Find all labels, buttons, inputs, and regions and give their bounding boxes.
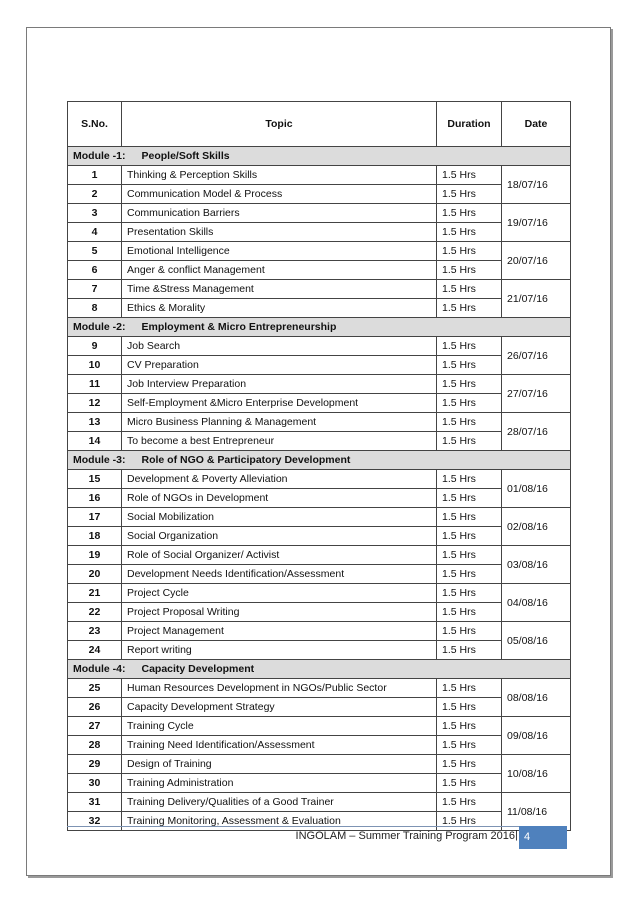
cell-sno: 7 (68, 280, 122, 299)
module-title: People/Soft Skills (141, 150, 230, 162)
module-title: Capacity Development (141, 663, 255, 675)
cell-duration: 1.5 Hrs (437, 812, 502, 831)
table-row (68, 185, 571, 204)
table-row (68, 489, 571, 508)
table-header-row (68, 102, 571, 147)
table-row (68, 717, 571, 736)
cell-duration: 1.5 Hrs (437, 394, 502, 413)
header-sno: S.No. (68, 102, 122, 147)
cell-date: 08/08/16 (502, 679, 571, 717)
cell-duration: 1.5 Hrs (437, 375, 502, 394)
cell-topic: Emotional Intelligence (122, 242, 437, 261)
table-row (68, 793, 571, 812)
module-label: Module -4: (73, 663, 126, 675)
cell-sno: 11 (68, 375, 122, 394)
cell-topic: Role of NGOs in Development (122, 489, 437, 508)
cell-sno: 6 (68, 261, 122, 280)
cell-sno: 10 (68, 356, 122, 375)
header-topic: Topic (122, 102, 437, 147)
cell-sno: 22 (68, 603, 122, 622)
table-row (68, 394, 571, 413)
cell-duration: 1.5 Hrs (437, 166, 502, 185)
module-label: Module -3: (73, 454, 126, 466)
cell-duration: 1.5 Hrs (437, 185, 502, 204)
cell-sno: 16 (68, 489, 122, 508)
cell-topic: Development & Poverty Alleviation (122, 470, 437, 489)
cell-sno: 24 (68, 641, 122, 660)
cell-sno: 12 (68, 394, 122, 413)
table-row (68, 622, 571, 641)
page-number: 4 (519, 826, 567, 849)
cell-date: 21/07/16 (502, 280, 571, 318)
cell-duration: 1.5 Hrs (437, 622, 502, 641)
module-heading (68, 147, 571, 166)
table-row (68, 565, 571, 584)
cell-duration: 1.5 Hrs (437, 698, 502, 717)
cell-duration: 1.5 Hrs (437, 736, 502, 755)
cell-sno: 13 (68, 413, 122, 432)
table-row (68, 356, 571, 375)
cell-topic: Communication Model & Process (122, 185, 437, 204)
table-row (68, 736, 571, 755)
cell-topic: Job Interview Preparation (122, 375, 437, 394)
module-heading (68, 451, 571, 470)
cell-topic: Self-Employment &Micro Enterprise Development (122, 394, 437, 413)
cell-sno: 26 (68, 698, 122, 717)
cell-sno: 29 (68, 755, 122, 774)
cell-sno: 8 (68, 299, 122, 318)
table-row (68, 375, 571, 394)
cell-date: 03/08/16 (502, 546, 571, 584)
cell-date: 20/07/16 (502, 242, 571, 280)
module-row (68, 147, 571, 166)
cell-sno: 4 (68, 223, 122, 242)
table-row (68, 261, 571, 280)
cell-topic: To become a best Entrepreneur (122, 432, 437, 451)
table-row (68, 413, 571, 432)
cell-date: 18/07/16 (502, 166, 571, 204)
cell-sno: 1 (68, 166, 122, 185)
cell-topic: Development Needs Identification/Assessment (122, 565, 437, 584)
cell-date: 27/07/16 (502, 375, 571, 413)
cell-topic: Social Mobilization (122, 508, 437, 527)
cell-topic: Anger & conflict Management (122, 261, 437, 280)
cell-topic: CV Preparation (122, 356, 437, 375)
cell-duration: 1.5 Hrs (437, 261, 502, 280)
module-title: Employment & Micro Entrepreneurship (141, 321, 337, 333)
cell-date: 05/08/16 (502, 622, 571, 660)
cell-sno: 28 (68, 736, 122, 755)
cell-date: 28/07/16 (502, 413, 571, 451)
table-row (68, 242, 571, 261)
cell-sno: 30 (68, 774, 122, 793)
cell-duration: 1.5 Hrs (437, 584, 502, 603)
cell-topic: Project Proposal Writing (122, 603, 437, 622)
table-row (68, 603, 571, 622)
table-row (68, 527, 571, 546)
cell-date: 09/08/16 (502, 717, 571, 755)
cell-sno: 14 (68, 432, 122, 451)
cell-duration: 1.5 Hrs (437, 432, 502, 451)
module-row (68, 318, 571, 337)
table-row (68, 470, 571, 489)
cell-date: 11/08/16 (502, 793, 571, 831)
footer-title: INGOLAM – Summer Training Program 2016 (295, 830, 515, 842)
cell-topic: Communication Barriers (122, 204, 437, 223)
cell-topic: Design of Training (122, 755, 437, 774)
cell-topic: Training Administration (122, 774, 437, 793)
cell-topic: Human Resources Development in NGOs/Public Sector (122, 679, 437, 698)
cell-topic: Project Management (122, 622, 437, 641)
training-schedule-table (67, 101, 571, 831)
cell-date: 04/08/16 (502, 584, 571, 622)
table-row (68, 812, 571, 831)
footer-separator: | (515, 829, 518, 841)
cell-duration: 1.5 Hrs (437, 204, 502, 223)
cell-date: 01/08/16 (502, 470, 571, 508)
cell-topic: Time &Stress Management (122, 280, 437, 299)
cell-date: 10/08/16 (502, 755, 571, 793)
cell-sno: 5 (68, 242, 122, 261)
table-row (68, 166, 571, 185)
cell-date: 19/07/16 (502, 204, 571, 242)
cell-duration: 1.5 Hrs (437, 299, 502, 318)
cell-topic: Training Delivery/Qualities of a Good Trainer (122, 793, 437, 812)
module-row (68, 660, 571, 679)
cell-duration: 1.5 Hrs (437, 717, 502, 736)
cell-topic: Micro Business Planning & Management (122, 413, 437, 432)
cell-duration: 1.5 Hrs (437, 489, 502, 508)
cell-topic: Ethics & Morality (122, 299, 437, 318)
table-row (68, 546, 571, 565)
module-heading (68, 660, 571, 679)
cell-sno: 18 (68, 527, 122, 546)
cell-topic: Training Need Identification/Assessment (122, 736, 437, 755)
cell-date: 26/07/16 (502, 337, 571, 375)
table-row (68, 698, 571, 717)
module-label: Module -2: (73, 321, 126, 333)
cell-duration: 1.5 Hrs (437, 223, 502, 242)
footer-rule (67, 826, 567, 827)
cell-sno: 25 (68, 679, 122, 698)
cell-duration: 1.5 Hrs (437, 242, 502, 261)
cell-sno: 32 (68, 812, 122, 831)
cell-topic: Capacity Development Strategy (122, 698, 437, 717)
cell-sno: 3 (68, 204, 122, 223)
cell-duration: 1.5 Hrs (437, 603, 502, 622)
header-duration: Duration (437, 102, 502, 147)
cell-duration: 1.5 Hrs (437, 679, 502, 698)
header-date: Date (502, 102, 571, 147)
cell-sno: 21 (68, 584, 122, 603)
cell-sno: 2 (68, 185, 122, 204)
table-row (68, 299, 571, 318)
table-row (68, 641, 571, 660)
cell-topic: Role of Social Organizer/ Activist (122, 546, 437, 565)
table-row (68, 508, 571, 527)
module-heading (68, 318, 571, 337)
cell-duration: 1.5 Hrs (437, 755, 502, 774)
table-row (68, 337, 571, 356)
table-row (68, 204, 571, 223)
cell-duration: 1.5 Hrs (437, 793, 502, 812)
cell-duration: 1.5 Hrs (437, 565, 502, 584)
cell-topic: Thinking & Perception Skills (122, 166, 437, 185)
cell-duration: 1.5 Hrs (437, 641, 502, 660)
cell-topic: Training Monitoring, Assessment & Evaluation (122, 812, 437, 831)
cell-topic: Presentation Skills (122, 223, 437, 242)
cell-sno: 9 (68, 337, 122, 356)
cell-sno: 31 (68, 793, 122, 812)
table-row (68, 280, 571, 299)
cell-topic: Social Organization (122, 527, 437, 546)
cell-sno: 23 (68, 622, 122, 641)
table-row (68, 584, 571, 603)
cell-topic: Training Cycle (122, 717, 437, 736)
cell-duration: 1.5 Hrs (437, 280, 502, 299)
table-row (68, 755, 571, 774)
cell-duration: 1.5 Hrs (437, 356, 502, 375)
cell-duration: 1.5 Hrs (437, 413, 502, 432)
table-row (68, 679, 571, 698)
cell-sno: 17 (68, 508, 122, 527)
cell-sno: 27 (68, 717, 122, 736)
cell-topic: Project Cycle (122, 584, 437, 603)
module-label: Module -1: (73, 150, 126, 162)
table-row (68, 774, 571, 793)
cell-duration: 1.5 Hrs (437, 508, 502, 527)
cell-duration: 1.5 Hrs (437, 527, 502, 546)
cell-duration: 1.5 Hrs (437, 546, 502, 565)
cell-duration: 1.5 Hrs (437, 774, 502, 793)
cell-topic: Job Search (122, 337, 437, 356)
schedule-body (68, 147, 571, 831)
cell-topic: Report writing (122, 641, 437, 660)
module-row (68, 451, 571, 470)
cell-date: 02/08/16 (502, 508, 571, 546)
cell-sno: 19 (68, 546, 122, 565)
table-row (68, 223, 571, 242)
cell-sno: 20 (68, 565, 122, 584)
table-row (68, 432, 571, 451)
cell-sno: 15 (68, 470, 122, 489)
cell-duration: 1.5 Hrs (437, 337, 502, 356)
module-title: Role of NGO & Participatory Development (141, 454, 351, 466)
cell-duration: 1.5 Hrs (437, 470, 502, 489)
